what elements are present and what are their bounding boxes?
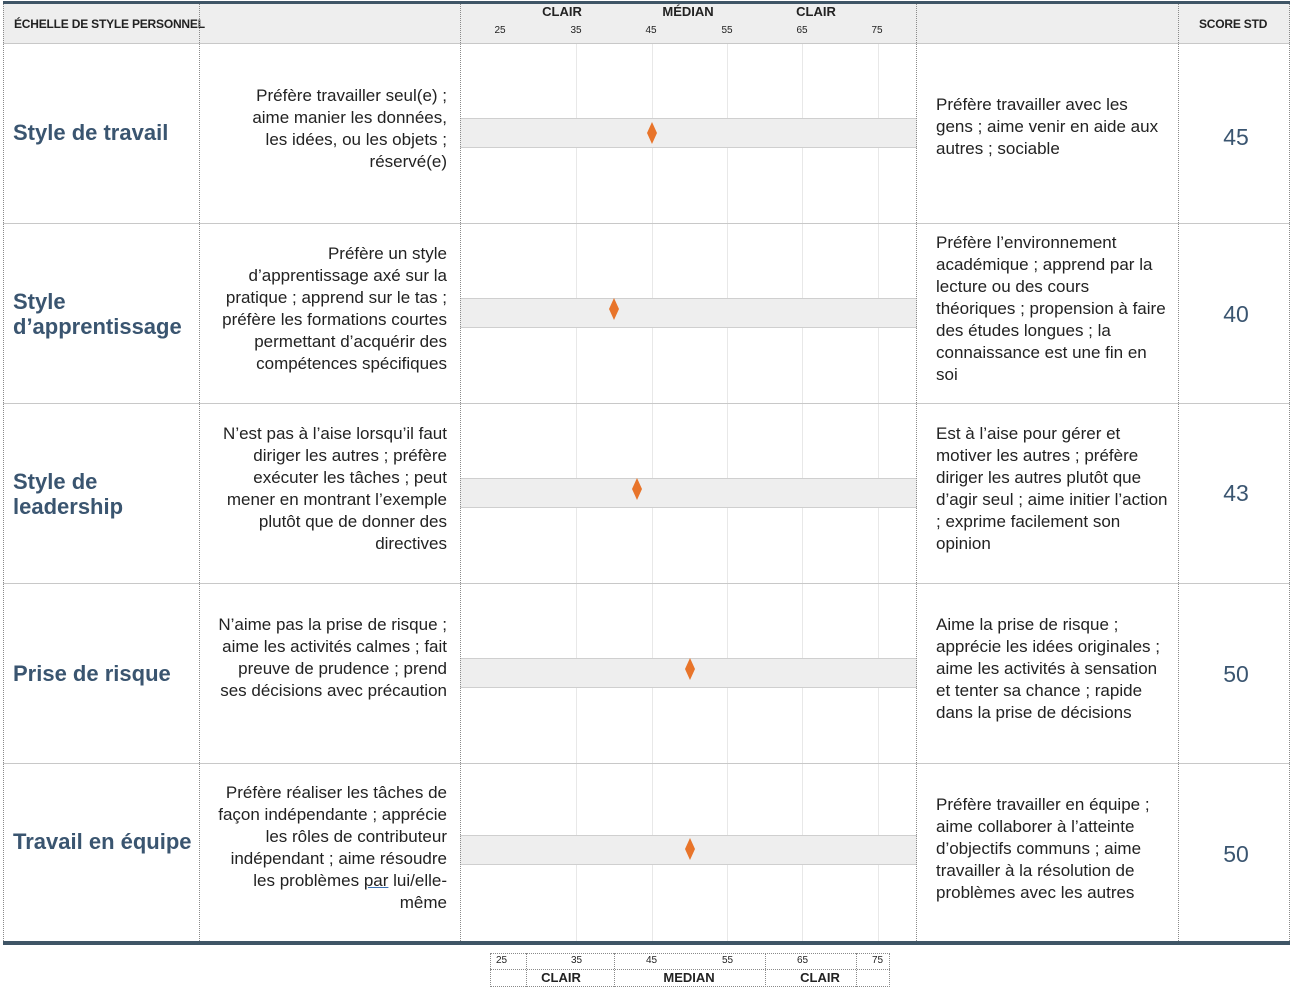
column-border-scale-left: [460, 4, 461, 941]
row-separator-1: [3, 223, 1290, 224]
row-1-score-marker: [647, 122, 657, 144]
row-separator-2: [3, 403, 1290, 404]
column-border-name: [199, 4, 200, 941]
row-4-high-description: Aime la prise de risque ; apprécie les idées originales ; aime les activités à sensation et tenter sa chance ; rapide dans la prise de décisions: [936, 615, 1160, 722]
row-5-high-description: Préfère travailler en équipe ; aime collaborer à l’atteinte d’objectifs communs ; aime travailler à la résolution de problèmes avec les autres: [936, 795, 1150, 902]
footer-median: MEDIAN: [663, 970, 715, 985]
column-border-scale-right: [916, 4, 917, 941]
footer-tick-35: 35: [571, 955, 583, 966]
row-4-scale-name: Prise de risque: [13, 661, 171, 686]
row-separator-4: [3, 763, 1290, 764]
footer-clair-right: CLAIR: [800, 970, 840, 985]
bottom-rule: [3, 941, 1290, 945]
row-4-score: 50: [1223, 661, 1249, 687]
footer-tick-25: 25: [496, 955, 508, 966]
header-tick-45: 45: [645, 25, 657, 36]
footer-scale-sep-2: [614, 953, 615, 987]
footer-clair-left: CLAIR: [541, 970, 581, 985]
header-tick-35: 35: [570, 25, 582, 36]
row-3-scale-name: Style de leadership: [13, 469, 124, 519]
row-5-low-description: [212, 782, 447, 914]
footer-tick-55: 55: [722, 955, 734, 966]
header-tick-65: 65: [796, 25, 808, 36]
header-clair-right: CLAIR: [796, 4, 836, 19]
header-tick-25: 25: [494, 25, 506, 36]
row-2-high-description: Préfère l’environnement académique ; apprend par la lecture ou des cours théoriques ; propension à faire des études longues ; la connaissance est une fin en soi: [936, 233, 1166, 384]
score-band-row-1: [460, 118, 917, 148]
row-5-low-text: Préfère réaliser les tâches de façon indépendante ; apprécie les rôles de contributeur indépendant ; aime résoudre les problèmes: [218, 783, 447, 890]
footer-scale-sep-3: [765, 953, 766, 987]
row-1-high-description: Préfère travailler avec les gens ; aime venir en aide aux autres ; sociable: [936, 95, 1159, 158]
row-5-scale-name: Travail en équipe: [13, 829, 192, 854]
column-border-left: [3, 4, 4, 941]
footer-tick-45: 45: [646, 955, 658, 966]
row-separator-3: [3, 583, 1290, 584]
row-5-score: 50: [1223, 841, 1249, 867]
row-4-low-description: N’aime pas la prise de risque ; aime les activités calmes ; fait preuve de prudence ; prend ses décisions avec précaution: [218, 615, 447, 700]
row-2-score-marker: [609, 298, 619, 320]
row-1-score: 45: [1223, 124, 1249, 150]
row-2-scale-name: Style d’apprentissage: [13, 289, 182, 339]
header-clair-left: CLAIR: [542, 4, 582, 19]
row-3-low-description: N’est pas à l’aise lorsqu’il faut diriger les autres ; préfère exécuter les tâches ; peut mener en montrant l’exemple plutôt que de donner des directives: [223, 424, 447, 553]
row-5-low-par: par: [363, 871, 389, 890]
row-3-score-marker: [632, 478, 642, 500]
header-median: MÉDIAN: [662, 4, 714, 19]
row-5-score-marker: [685, 838, 695, 860]
row-1-low-description: Préfère travailler seul(e) ; aime manier les données, les idées, ou les objets ; réservé(e): [252, 86, 447, 171]
scale-column-header: ÉCHELLE DE STYLE PERSONNEL: [14, 17, 205, 31]
footer-tick-65: 65: [797, 955, 809, 966]
row-5-low-text-end: lui/elle-même: [388, 871, 447, 912]
score-band-row-2: [460, 298, 917, 328]
row-3-high-description: Est à l’aise pour gérer et motiver les autres ; préfère diriger les autres plutôt que d’agir seul ; aime initier l’action ; exprime facilement son opinion: [936, 424, 1168, 553]
column-border-score: [1178, 4, 1179, 941]
score-column-header: SCORE STD: [1199, 17, 1268, 31]
header-tick-75: 75: [871, 25, 883, 36]
row-4-score-marker: [685, 658, 695, 680]
row-2-low-description: Préfère un style d’apprentissage axé sur la pratique ; apprend sur le tas ; préfère les formations courtes permettant d’acquérir des compétences spécifiques: [222, 244, 447, 373]
header-tick-55: 55: [721, 25, 733, 36]
footer-tick-75: 75: [872, 955, 884, 966]
row-1-scale-name: Style de travail: [13, 120, 169, 145]
score-band-row-3: [460, 478, 917, 508]
row-2-score: 40: [1223, 301, 1249, 327]
row-3-score: 43: [1223, 480, 1249, 506]
